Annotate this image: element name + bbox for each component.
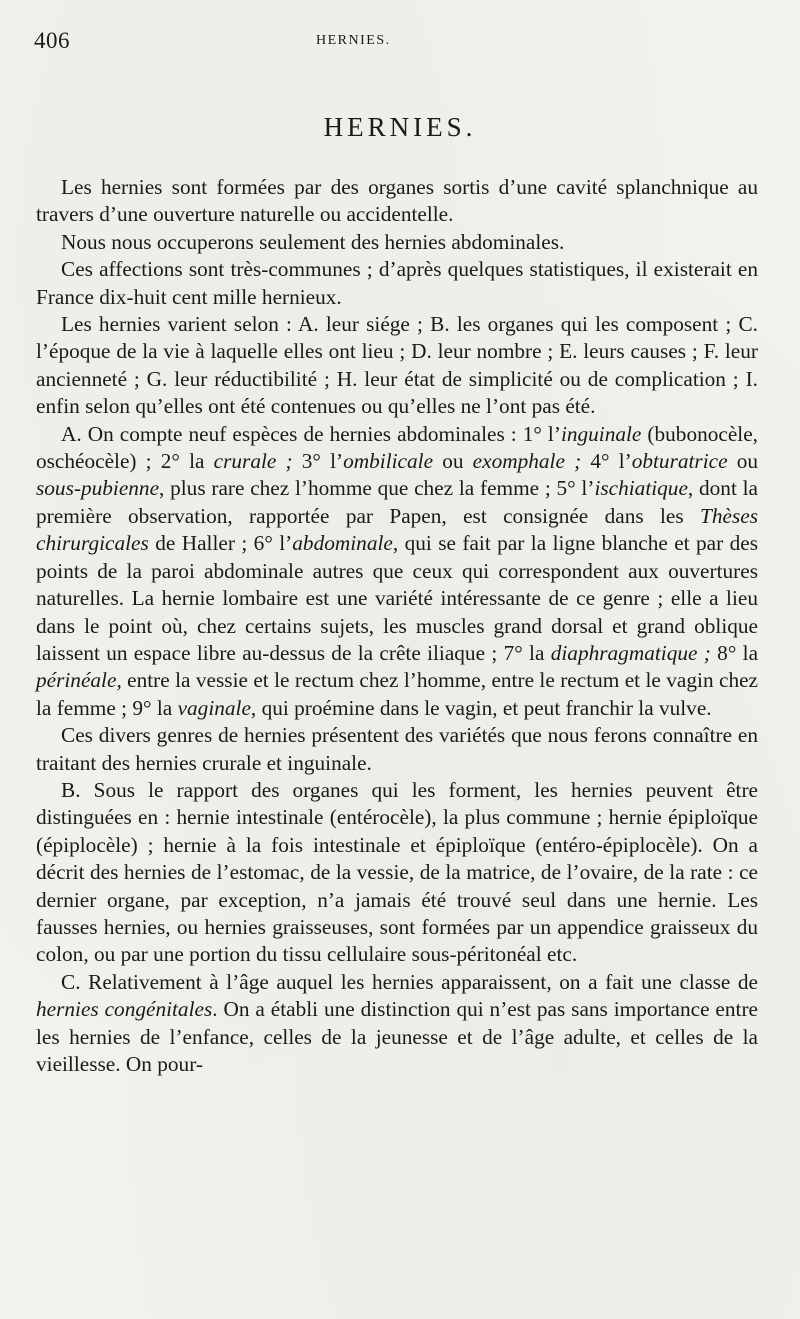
italic-term: vaginale: [177, 695, 251, 720]
text-run: de Haller ; 6° l’: [148, 531, 293, 556]
page-number: 406: [34, 28, 70, 53]
italic-term: obturatrice: [631, 449, 728, 474]
text-run: 3° l’: [292, 449, 344, 474]
text-run: ou: [727, 449, 758, 474]
italic-term: ombilicale: [343, 449, 434, 474]
italic-term: exomphale ;: [472, 449, 582, 474]
italic-term: Thèses chirurgicales: [36, 503, 758, 556]
text-run: 8° la: [710, 640, 759, 665]
text-run: ou: [433, 449, 473, 474]
italic-term: périnéale: [36, 668, 117, 693]
italic-term: hernies congénitales: [36, 997, 213, 1022]
body-text: [36, 174, 758, 1078]
chapter-title: HERNIES.: [323, 112, 477, 142]
text-run: A. On compte neuf espèces de hernies abdominales : 1° l’: [61, 421, 561, 446]
italic-term: sous-pubienne: [36, 476, 160, 501]
italic-term: abdominale: [292, 531, 393, 556]
italic-term: diaphragmatique ;: [550, 640, 711, 665]
text-run: C. Relativement à l’âge auquel les hernies apparaissent, on a fait une classe de: [61, 969, 758, 994]
italic-term: inguinale: [560, 421, 642, 446]
text-run: , dont la première observation, rapportée par Papen, est consignée dans les: [36, 476, 758, 528]
paragraph-classification: Les hernies varient selon : A. leur siége ; B. les organes qui les composent ; C. l’époque de la vie à laquelle elles ont lieu ; D. leur nombre ; E. leurs causes ; F. leur ancienneté ; G. leur réductibilité ; H. leur état de simplicité ou de complication ; I. enfin selon qu’elles ont été contenues ou qu’elles ne l’ont pas été.: [36, 312, 758, 419]
text-run: , entre la vessie et le rectum chez l’homme, entre le rectum et le vagin chez la femme ; 9° la: [36, 668, 758, 720]
text-run: (bubonocèle, oschéocèle) ; 2° la: [36, 421, 759, 474]
italic-term: crurale ;: [213, 449, 293, 474]
running-header: [34, 28, 760, 58]
paragraph-scope: Nous nous occuperons seulement des hernies abdominales.: [61, 229, 565, 254]
italic-term: ischiatique: [594, 476, 688, 501]
running-title: HERNIES.: [316, 33, 391, 48]
paragraph-varieties: Ces divers genres de hernies présentent des variétés que nous ferons connaître en traitant des hernies crurale et inguinale.: [36, 723, 758, 775]
paragraph-species: [36, 421, 758, 722]
text-run: . On a établi une distinction qui n’est pas sans importance entre les hernies de l’enfance, celles de la jeunesse et de l’âge adulte, et celles de la vieillesse. On pour-: [36, 997, 758, 1076]
text-run: , qui proémine dans le vagin, et peut franchir la vulve.: [250, 695, 712, 720]
paragraph-statistics: Ces affections sont très-communes ; d’après quelques statistiques, il existerait en France dix-huit cent mille hernieux.: [36, 257, 758, 309]
paragraph-definition: Les hernies sont formées par des organes sortis d’une cavité splanchnique au travers d’une ouverture naturelle ou accidentelle.: [36, 175, 758, 227]
paragraph-age: [36, 969, 758, 1079]
text-run: 4° l’: [581, 449, 632, 474]
text-run: , plus rare chez l’homme que chez la femme ; 5° l’: [159, 476, 595, 501]
text-run: , qui se fait par la ligne blanche et par des points de la paroi abdominale autres que ceux qui correspondent aux ouvertures naturelles. La hernie lombaire est une variété intéressante de ce genre ; elle a lieu dans le point où, chez certains sujets, les muscles grand dorsal et grand oblique laissent un espace libre au-dessus de la crête iliaque ; 7° la: [36, 531, 758, 665]
paragraph-organs: B. Sous le rapport des organes qui les forment, les hernies peuvent être distinguées en : hernie intestinale (entérocèle), la plus commune ; hernie épiploïque (épiplocèle) ; hernie à la fois intestinale et épiploïque (entéro-épiplocèle). On a décrit des hernies de l’estomac, de la vessie, de la matrice, de l’ovaire, de la rate : ce dernier organe, par exception, n’a jamais été trouvé seul dans une hernie. Les fausses hernies, ou hernies graisseuses, sont formées par un appendice graisseux du colon, ou par une portion du tissu cellulaire sous-péritonéal etc.: [36, 777, 758, 967]
